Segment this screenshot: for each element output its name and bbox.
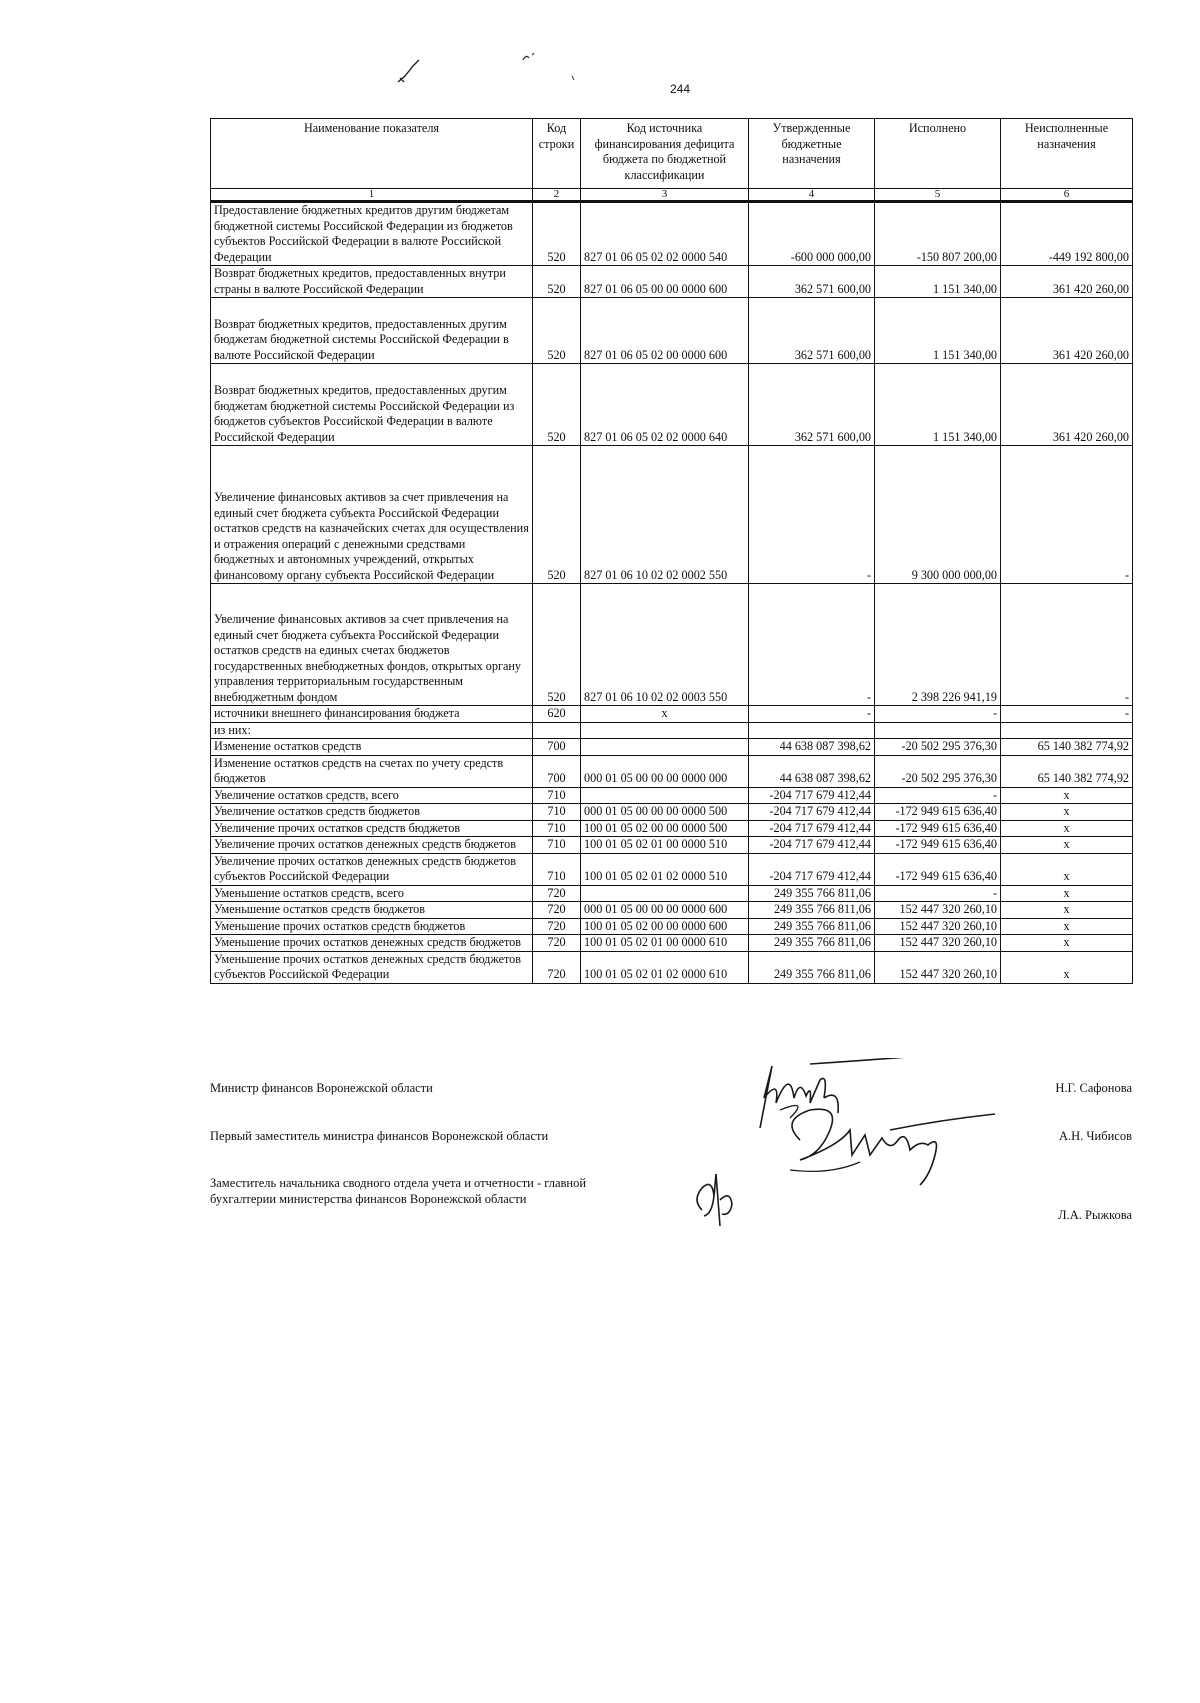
- approved-value: 362 571 600,00: [749, 298, 875, 364]
- unexecuted-value: x: [1001, 837, 1133, 854]
- table-row: [211, 364, 1133, 446]
- indicator-name: Уменьшение остатков средств бюджетов: [211, 902, 533, 919]
- row-code: 720: [533, 935, 581, 952]
- table-row: [211, 584, 1133, 706]
- table-row: [211, 918, 1133, 935]
- signatory-title: Министр финансов Воронежской области: [210, 1081, 433, 1095]
- indicator-name: Увеличение финансовых активов за счет привлечения на единый счет бюджета субъекта Российской Федерации остатков средств на казначейских счетах для осуществления и отражения операций с денежными средствами бюджетных и автономных учреждений, открытых финансовому органу субъекта Российской Федерации: [211, 446, 533, 584]
- column-number: 1: [211, 189, 533, 202]
- header-row-code: Код строки: [533, 119, 581, 189]
- indicator-name: Возврат бюджетных кредитов, предоставленных внутри страны в валюте Российской Федерации: [211, 266, 533, 298]
- source-code: 000 01 05 00 00 00 0000 000: [581, 755, 749, 787]
- executed-value: 2 398 226 941,19: [875, 584, 1001, 706]
- row-code: 520: [533, 298, 581, 364]
- executed-value: 1 151 340,00: [875, 266, 1001, 298]
- unexecuted-value: x: [1001, 804, 1133, 821]
- unexecuted-value: 65 140 382 774,92: [1001, 739, 1133, 756]
- table-header-row: [211, 119, 1133, 189]
- approved-value: 249 355 766 811,06: [749, 935, 875, 952]
- indicator-name: Уменьшение прочих остатков средств бюджетов: [211, 918, 533, 935]
- source-code: [581, 885, 749, 902]
- unexecuted-value: 361 420 260,00: [1001, 298, 1133, 364]
- approved-value: 362 571 600,00: [749, 364, 875, 446]
- executed-value: 1 151 340,00: [875, 298, 1001, 364]
- executed-value: 152 447 320 260,10: [875, 951, 1001, 983]
- table-row: [211, 298, 1133, 364]
- approved-value: 44 638 087 398,62: [749, 755, 875, 787]
- row-code: 720: [533, 902, 581, 919]
- column-number: 6: [1001, 189, 1133, 202]
- indicator-name: Возврат бюджетных кредитов, предоставленных другим бюджетам бюджетной системы Российской Федерации в валюте Российской Федерации: [211, 298, 533, 364]
- row-code: 720: [533, 885, 581, 902]
- row-code: 520: [533, 364, 581, 446]
- signatory-name: А.Н. Чибисов: [1059, 1129, 1132, 1143]
- approved-value: [749, 722, 875, 739]
- row-code: 720: [533, 951, 581, 983]
- table-row: [211, 739, 1133, 756]
- source-code: 000 01 05 00 00 00 0000 600: [581, 902, 749, 919]
- signatory-name: Л.А. Рыжкова: [1058, 1208, 1132, 1222]
- approved-value: 249 355 766 811,06: [749, 902, 875, 919]
- signatory-name: Н.Г. Сафонова: [1055, 1081, 1132, 1095]
- approved-value: -: [749, 584, 875, 706]
- row-code: 700: [533, 739, 581, 756]
- indicator-name: Изменение остатков средств на счетах по учету средств бюджетов: [211, 755, 533, 787]
- table-row: [211, 722, 1133, 739]
- executed-value: [875, 722, 1001, 739]
- row-code: 710: [533, 787, 581, 804]
- executed-value: 152 447 320 260,10: [875, 935, 1001, 952]
- row-code: 520: [533, 584, 581, 706]
- handwritten-signature: [770, 1100, 1000, 1190]
- row-code: 520: [533, 446, 581, 584]
- source-code: 100 01 05 02 01 00 0000 510: [581, 837, 749, 854]
- indicator-name: Изменение остатков средств: [211, 739, 533, 756]
- unexecuted-value: x: [1001, 935, 1133, 952]
- indicator-name: источники внешнего финансирования бюджета: [211, 706, 533, 723]
- unexecuted-value: x: [1001, 951, 1133, 983]
- indicator-name: Увеличение финансовых активов за счет привлечения на единый счет бюджета субъекта Российской Федерации остатков средств на единых счетах бюджетов государственных внебюджетных фондов, открытых органу управления территориальным государственным внебюджетным фондом: [211, 584, 533, 706]
- source-code: 827 01 06 05 02 02 0000 640: [581, 364, 749, 446]
- source-code: 827 01 06 10 02 02 0002 550: [581, 446, 749, 584]
- scan-mark: [395, 52, 435, 86]
- source-code: 100 01 05 02 01 00 0000 610: [581, 935, 749, 952]
- table-row: [211, 885, 1133, 902]
- indicator-name: Уменьшение прочих остатков денежных средств бюджетов субъектов Российской Федерации: [211, 951, 533, 983]
- header-executed: Исполнено: [875, 119, 1001, 189]
- unexecuted-value: 361 420 260,00: [1001, 364, 1133, 446]
- header-indicator-name: Наименование показателя: [211, 119, 533, 189]
- source-code: 827 01 06 10 02 02 0003 550: [581, 584, 749, 706]
- table-row: [211, 804, 1133, 821]
- executed-value: -: [875, 787, 1001, 804]
- table-row: [211, 706, 1133, 723]
- indicator-name: Уменьшение прочих остатков денежных средств бюджетов: [211, 935, 533, 952]
- approved-value: 249 355 766 811,06: [749, 918, 875, 935]
- executed-value: -172 949 615 636,40: [875, 837, 1001, 854]
- row-code: 710: [533, 837, 581, 854]
- executed-value: 9 300 000 000,00: [875, 446, 1001, 584]
- signatory-title: Заместитель начальника сводного отдела учета и отчетности - главной бухгалтерии министерства финансов Воронежской области: [210, 1176, 587, 1206]
- column-number: 2: [533, 189, 581, 202]
- source-code: [581, 722, 749, 739]
- approved-value: -204 717 679 412,44: [749, 820, 875, 837]
- approved-value: -204 717 679 412,44: [749, 787, 875, 804]
- executed-value: -172 949 615 636,40: [875, 804, 1001, 821]
- column-number: 4: [749, 189, 875, 202]
- executed-value: 152 447 320 260,10: [875, 902, 1001, 919]
- table-row: [211, 446, 1133, 584]
- source-code: 100 01 05 02 01 02 0000 610: [581, 951, 749, 983]
- handwritten-signature: [690, 1170, 740, 1230]
- approved-value: -: [749, 706, 875, 723]
- unexecuted-value: -: [1001, 584, 1133, 706]
- scan-mark: [520, 50, 540, 64]
- source-code: 100 01 05 02 00 00 0000 600: [581, 918, 749, 935]
- source-code: [581, 739, 749, 756]
- unexecuted-value: -: [1001, 706, 1133, 723]
- approved-value: 362 571 600,00: [749, 266, 875, 298]
- executed-value: 152 447 320 260,10: [875, 918, 1001, 935]
- executed-value: -20 502 295 376,30: [875, 739, 1001, 756]
- unexecuted-value: -: [1001, 446, 1133, 584]
- unexecuted-value: x: [1001, 787, 1133, 804]
- source-code: [581, 787, 749, 804]
- row-code: 710: [533, 820, 581, 837]
- unexecuted-value: 65 140 382 774,92: [1001, 755, 1133, 787]
- approved-value: -204 717 679 412,44: [749, 837, 875, 854]
- executed-value: -20 502 295 376,30: [875, 755, 1001, 787]
- row-code: 620: [533, 706, 581, 723]
- column-number: 5: [875, 189, 1001, 202]
- indicator-name: Увеличение остатков средств бюджетов: [211, 804, 533, 821]
- page-number: 244: [670, 82, 691, 96]
- row-code: [533, 722, 581, 739]
- indicator-name: из них:: [211, 722, 533, 739]
- header-unexecuted: Неисполненные назначения: [1001, 119, 1133, 189]
- indicator-name: Увеличение прочих остатков средств бюджетов: [211, 820, 533, 837]
- indicator-name: Увеличение остатков средств, всего: [211, 787, 533, 804]
- source-code: 827 01 06 05 00 00 0000 600: [581, 266, 749, 298]
- signatory-title: Первый заместитель министра финансов Воронежской области: [210, 1129, 549, 1143]
- approved-value: 249 355 766 811,06: [749, 951, 875, 983]
- approved-value: 249 355 766 811,06: [749, 885, 875, 902]
- scan-mark: [570, 74, 578, 82]
- row-code: 700: [533, 755, 581, 787]
- source-code: 100 01 05 02 00 00 0000 500: [581, 820, 749, 837]
- table-row: [211, 202, 1133, 266]
- table-row: [211, 935, 1133, 952]
- approved-value: 44 638 087 398,62: [749, 739, 875, 756]
- table-row: [211, 902, 1133, 919]
- table-row: [211, 266, 1133, 298]
- unexecuted-value: x: [1001, 820, 1133, 837]
- sources-financing-table: [210, 118, 1133, 984]
- approved-value: -600 000 000,00: [749, 202, 875, 266]
- source-code: 827 01 06 05 02 00 0000 600: [581, 298, 749, 364]
- executed-value: -150 807 200,00: [875, 202, 1001, 266]
- row-code: 710: [533, 804, 581, 821]
- table-row: [211, 787, 1133, 804]
- row-code: 720: [533, 918, 581, 935]
- unexecuted-value: x: [1001, 853, 1133, 885]
- executed-value: -172 949 615 636,40: [875, 853, 1001, 885]
- column-number-row: [211, 189, 1133, 202]
- row-code: 520: [533, 266, 581, 298]
- approved-value: -204 717 679 412,44: [749, 853, 875, 885]
- indicator-name: Увеличение прочих остатков денежных средств бюджетов субъектов Российской Федерации: [211, 853, 533, 885]
- approved-value: -: [749, 446, 875, 584]
- table-row: [211, 853, 1133, 885]
- unexecuted-value: 361 420 260,00: [1001, 266, 1133, 298]
- executed-value: -172 949 615 636,40: [875, 820, 1001, 837]
- column-number: 3: [581, 189, 749, 202]
- indicator-name: Предоставление бюджетных кредитов другим бюджетам бюджетной системы Российской Федерации из бюджетов субъектов Российской Федерации в валюте Российской Федерации: [211, 202, 533, 266]
- approved-value: -204 717 679 412,44: [749, 804, 875, 821]
- indicator-name: Возврат бюджетных кредитов, предоставленных другим бюджетам бюджетной системы Российской Федерации из бюджетов субъектов Российской Федерации в валюте Российской Федерации: [211, 364, 533, 446]
- table-row: [211, 820, 1133, 837]
- source-code: 827 01 06 05 02 02 0000 540: [581, 202, 749, 266]
- unexecuted-value: x: [1001, 902, 1133, 919]
- unexecuted-value: x: [1001, 885, 1133, 902]
- table-row: [211, 837, 1133, 854]
- table-row: [211, 755, 1133, 787]
- row-code: 520: [533, 202, 581, 266]
- unexecuted-value: -449 192 800,00: [1001, 202, 1133, 266]
- header-approved: Утвержденные бюджетные назначения: [749, 119, 875, 189]
- executed-value: -: [875, 885, 1001, 902]
- source-code: x: [581, 706, 749, 723]
- source-code: 100 01 05 02 01 02 0000 510: [581, 853, 749, 885]
- executed-value: -: [875, 706, 1001, 723]
- unexecuted-value: x: [1001, 918, 1133, 935]
- header-source-code: Код источника финансирования дефицита бюджета по бюджетной классификации: [581, 119, 749, 189]
- source-code: 000 01 05 00 00 00 0000 500: [581, 804, 749, 821]
- indicator-name: Уменьшение остатков средств, всего: [211, 885, 533, 902]
- indicator-name: Увеличение прочих остатков денежных средств бюджетов: [211, 837, 533, 854]
- unexecuted-value: [1001, 722, 1133, 739]
- table-row: [211, 951, 1133, 983]
- row-code: 710: [533, 853, 581, 885]
- executed-value: 1 151 340,00: [875, 364, 1001, 446]
